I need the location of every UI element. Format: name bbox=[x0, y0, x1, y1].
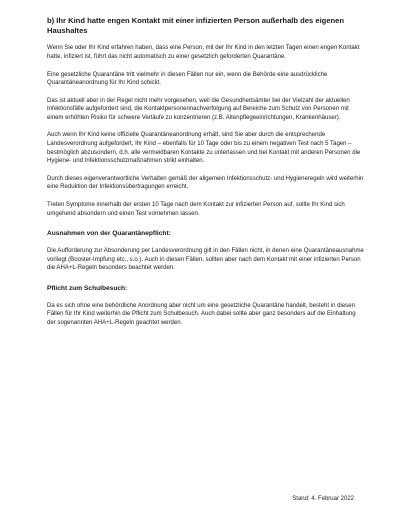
exceptions-heading: Ausnahmen von der Quarantänepflicht: bbox=[47, 230, 171, 238]
school-duty-heading: Pflicht zum Schulbesuch: bbox=[47, 284, 128, 292]
document-page bbox=[47, 16, 365, 336]
school-duty-text: Da es sich ohne eine behördliche Anordnung aber nicht um eine gesetzliche Quarantäne handelt, besteht in diesen Fällen für Ihr Kind weiterhin die Pflicht zum Schulbesuch. Auch dabei sollte aber ganz besonders auf die Einhaltung der sogenannten AHA+L-Regeln geachtet werden. bbox=[47, 302, 356, 326]
document-date: Stand: 4. Februar 2022 bbox=[292, 496, 354, 502]
paragraph: Wenn Sie oder Ihr Kind erfahren haben, dass eine Person, mit der Ihr Kind in den letzten Tagen einen engen Kontakt hatte, infiziert ist, führt das nicht automatisch zu einer gesetzlich geforderten Quarantäne. bbox=[47, 45, 360, 61]
exceptions-text: Die Aufforderung zur Absonderung per Landesverordnung gilt in den Fällen nicht, in denen eine Quarantäneausnahme vorliegt (Booster-Impfung etc., s.o.). Auch in diesen Fällen, sollten aber nach dem Kontakt mit einer infizierten Person die AHA+L-Regeln besonders beachtet werden. bbox=[47, 248, 364, 272]
paragraph: Eine gesetzliche Quarantäne tritt vielmehr in diesen Fällen nur ein, wenn die Behörde eine ausdrückliche Quarantäneanordnung für Ihr Kind schickt. bbox=[47, 71, 328, 87]
section-heading: b) Ihr Kind hatte engen Kontakt mit einer infizierten Person außerhalb des eigenen Haushaltes bbox=[47, 16, 345, 35]
paragraph: Das ist aktuell aber in der Regel nicht mehr vorgesehen, weil die Gesundheitsämter bei der Vielzahl der aktuellen Infektionsfälle aufgefordert sind, die Kontaktpersonennachverfolgung auf Bereiche zum Schutz von Personen mit einem erhöhten Risiko für schwere Verläufe zu konzentrieren (z.B. Altenpflegeeinrichtungen, Krankenhäuser). bbox=[47, 97, 350, 121]
paragraph: Treten Symptome innerhalb der ersten 10 Tage nach dem Kontakt zur infizierten Person auf, sollte Ihr Kind sich umgehend absondern und einen Test vornehmen lassen. bbox=[47, 201, 345, 217]
paragraph: Durch dieses eigenverantwortliche Verhalten gemäß der allgemein Infektionsschutz- und Hygieneregeln wird weiterhin eine Reduktion der Infektionsübertragungen erreicht. bbox=[47, 175, 364, 191]
paragraph: Auch wenn Ihr Kind keine offizielle Quarantäneanordnung erhält, sind Sie aber durch die entsprechende Landesverordnung aufgefordert, Ihr Kind – ebenfalls für 10 Tage oder bis zu einem negativen Test nach 5 Tagen – bestmöglich abzusondern, d.h. alle vermeidbaren Kontakte zu unterlassen und bei Kontakt mit anderen Personen die Hygiene- und Infektionsschutzmaßnahmen strikt einhalten. bbox=[47, 132, 361, 165]
